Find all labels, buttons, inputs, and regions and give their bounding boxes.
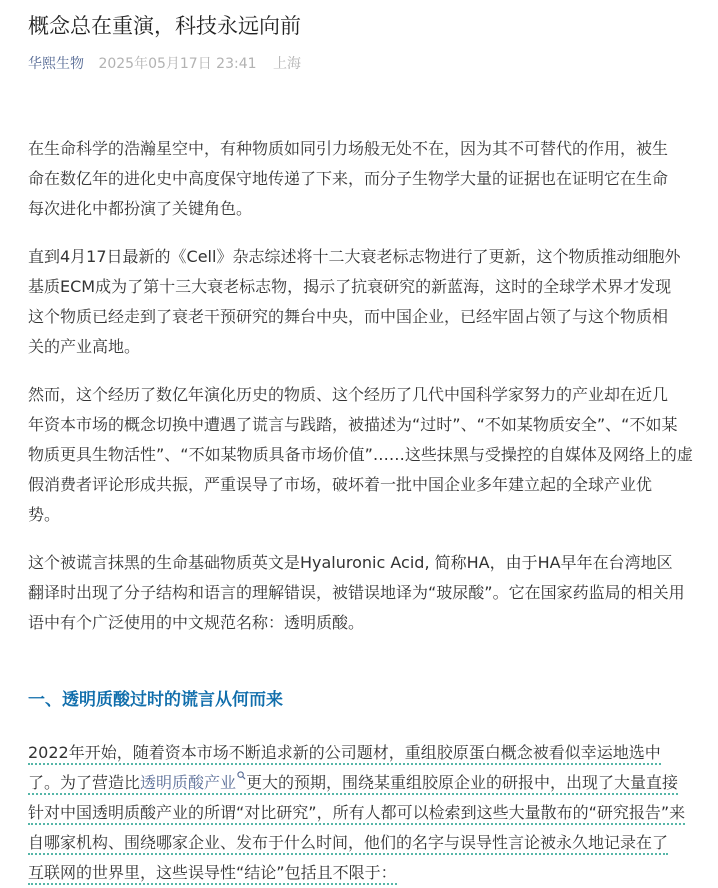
article-meta [28, 54, 301, 74]
paragraph-line: 直到4月17日最新的《Cell》杂志综述将十二大衰老标志物进行了更新，这个物质推动细胞外 [28, 247, 681, 266]
highlight-underline-text: 自哪家机构、围绕哪家企业、发布于什么时间，他们的名字与误导性言论被永久地记录在了 [28, 833, 668, 855]
paragraph-1 [28, 134, 703, 224]
publish-location: 上海 [272, 56, 301, 72]
search-icon [237, 771, 246, 780]
paragraph-line: 基质ECM成为了第十三大衰老标志物，揭示了抗衰研究的新蓝海，这时的全球学术界才发现 [28, 277, 672, 296]
section-paragraph [28, 738, 703, 888]
paragraph-text: 更大的预期，围绕某重组胶原企业的研报中，出现了大量直接 [246, 773, 679, 792]
keyword-text: 透明质酸产业 [140, 773, 237, 792]
paragraph-line [28, 858, 703, 888]
paragraph-line: 命在数亿年的进化史中高度保守地传递了下来，而分子生物学大量的证据也在证明它在生命 [28, 169, 669, 188]
paragraph-line [28, 768, 703, 798]
paragraph-line: 翻译时出现了分子结构和语言的理解错误，被错误地译为“玻尿酸”。它在国家药监局的相关用 [28, 583, 685, 602]
paragraph-line: 在生命科学的浩瀚星空中，有种物质如同引力场般无处不在，因为其不可替代的作用，被生 [28, 139, 669, 158]
paragraph-line: 年资本市场的概念切换中遭遇了谎言与践踏，被描述为“过时”、“不如某物质安全”、“不如某 [28, 415, 678, 434]
account-name-link[interactable]: 华熙生物 [28, 56, 84, 72]
paragraph-text: 了。为了营造比 [28, 773, 141, 792]
paragraph-line [28, 798, 703, 828]
paragraph-line [28, 828, 703, 858]
highlight-underline-text: 2022年开始，随着资本市场不断追求新的公司题材，重组胶原蛋白概念被看似幸运地选中 [28, 743, 661, 765]
paragraph-line: 物质更具生物活性”、“不如某物质具备市场价值”……这些抹黑与受操控的自媒体及网络上的虚 [28, 445, 693, 464]
paragraph-4 [28, 548, 703, 638]
publish-date: 2025年05月17日 23:41 [98, 56, 257, 72]
paragraph-line: 每次进化中都扮演了关键角色。 [28, 199, 253, 218]
paragraph-line: 势。 [28, 505, 61, 524]
article-title: 概念总在重演，科技永远向前 [28, 14, 301, 38]
highlight-underline-text: 针对中国透明质酸产业的所谓“对比研究”，所有人都可以检索到这些大量散布的“研究报告”来 [28, 803, 685, 825]
paragraph-line: 然而，这个经历了数亿年演化历史的物质、这个经历了几代中国科学家努力的产业却在近几 [28, 385, 669, 404]
paragraph-line: 这个被谎言抹黑的生命基础物质英文是Hyaluronic Acid, 简称HA，由于HA早年在台湾地区 [28, 553, 673, 572]
paragraph-line: 假消费者评论形成共振，严重误导了市场，破坏着一批中国企业多年建立起的全球产业优 [28, 475, 653, 494]
highlight-underline-text: 互联网的世界里，这些误导性“结论”包括且不限于： [28, 863, 397, 885]
search-keyword-link[interactable] [140, 773, 246, 792]
paragraph-2 [28, 242, 703, 362]
paragraph-line: 语中有个广泛使用的中文规范名称：透明质酸。 [28, 613, 365, 632]
paragraph-line: 这个物质已经走到了衰老干预研究的舞台中央，而中国企业，已经牢固占领了与这个物质相 [28, 307, 669, 326]
highlight-underline-text [28, 773, 678, 795]
paragraph-3 [28, 380, 703, 530]
section-heading: 一、透明质酸过时的谎言从何而来 [28, 690, 283, 710]
paragraph-line: 关的产业高地。 [28, 337, 141, 356]
paragraph-line [28, 738, 703, 768]
